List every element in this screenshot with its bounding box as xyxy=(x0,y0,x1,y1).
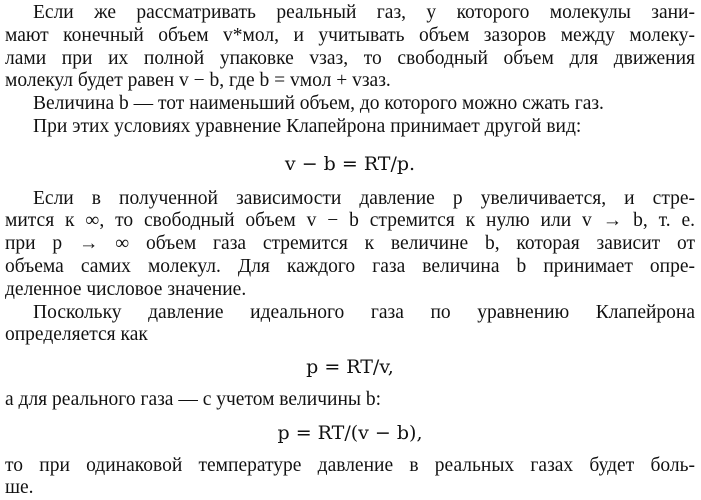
paragraph-4-line-2: мится к ∞, то свободный объем v − b стремится к нулю или v → b, т. е. xyxy=(5,210,695,232)
paragraph-4-line-1: Если в полученной зависимости давление p увеличивается, и стре- xyxy=(33,187,695,209)
paragraph-3-line-1: При этих условиях уравнение Клапейрона принимает другой вид: xyxy=(33,115,582,137)
formula-ideal-gas-pressure: p = RT/v, xyxy=(306,356,394,379)
paragraph-4-line-4: объема самих молекул. Для каждого газа величина b принимает опре- xyxy=(5,255,695,277)
paragraph-4-line-5: деленное числовое значение. xyxy=(5,278,247,300)
paragraph-4-line-3: при p → ∞ объем газа стремится к величине b, которая зависит от xyxy=(5,233,695,255)
formula-real-gas-pressure: p = RT/(v − b), xyxy=(277,421,423,444)
paragraph-1-line-2: мают конечный объем v*мол, и учитывать объем зазоров между молеку- xyxy=(5,24,695,46)
paragraph-7-line-1: то при одинаковой температуре давление в реальных газах будет боль- xyxy=(5,454,695,476)
paragraph-6-line-1: а для реального газа — с учетом величины b: xyxy=(5,388,382,410)
formula-clapeyron-real: v − b = RT/p. xyxy=(284,152,416,175)
paragraph-5-line-1: Поскольку давление идеального газа по уравнению Клапейрона xyxy=(33,301,695,323)
paragraph-2-line-1: Величина b — тот наименьший объем, до которого можно сжать газ. xyxy=(33,93,604,115)
paragraph-7-line-2: ше. xyxy=(5,477,34,499)
paragraph-1-line-3: лами при их полной упаковке vзаз, то свободный объем для движения xyxy=(5,47,695,69)
paragraph-1-line-4: молекул будет равен v − b, где b = vмол + vзаз. xyxy=(5,70,391,92)
paragraph-1-line-1: Если же рассматривать реальный газ, у которого молекулы зани- xyxy=(33,2,695,23)
paragraph-5-line-2: определяется как xyxy=(5,324,148,346)
